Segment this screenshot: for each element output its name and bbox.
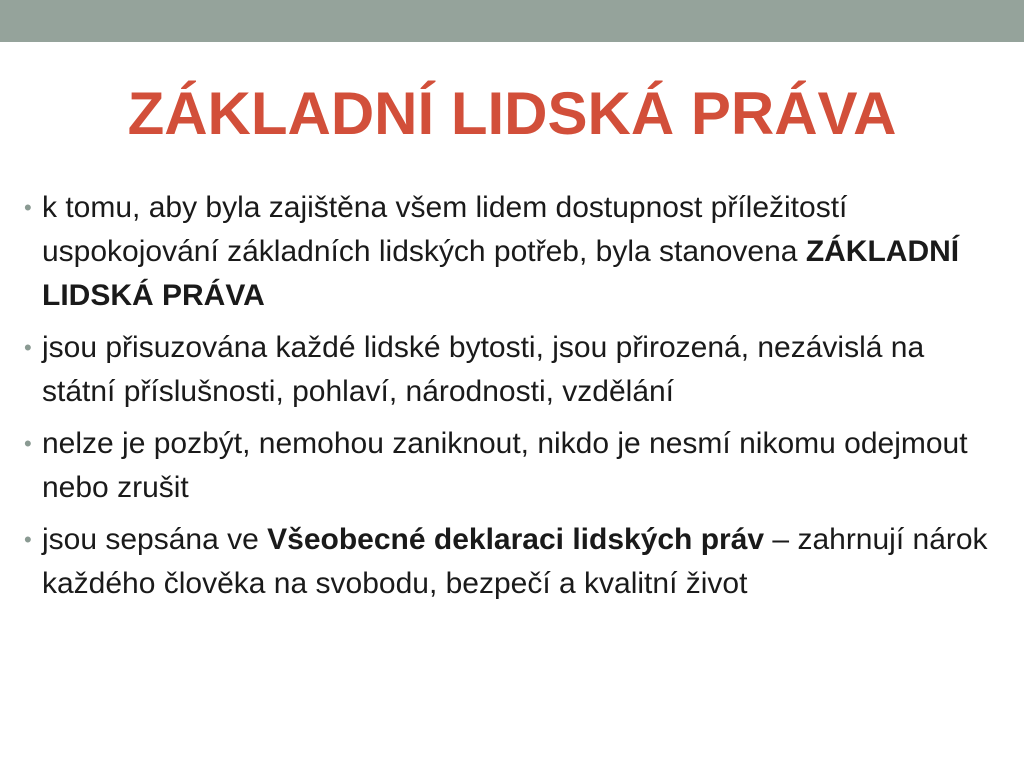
bullet-icon: • xyxy=(24,195,32,220)
bullet-text-plain: jsou sepsána ve xyxy=(42,523,268,556)
bullet-text xyxy=(42,331,924,408)
bullet-icon: • xyxy=(24,527,32,552)
bullet-text-bold: Všeobecné deklaraci lidských práv xyxy=(267,523,765,556)
bullet-icon: • xyxy=(24,431,32,456)
bullet-text-plain: jsou přisuzována každé lidské bytosti, jsou přirozená, nezávislá na státní příslušnosti, pohlaví, národnosti, vzdělání xyxy=(42,331,925,408)
top-accent-bar xyxy=(0,0,1024,42)
bullet-text xyxy=(42,427,968,504)
bullet-item-4 xyxy=(20,518,1000,606)
bullet-text-plain-after: – zahrnují nárok každého člověka na svobodu, bezpečí a kvalitní život xyxy=(42,523,988,600)
bullet-item-2 xyxy=(20,326,1000,414)
bullet-text xyxy=(42,191,959,312)
bullet-item-3 xyxy=(20,422,1000,510)
bullet-item-1 xyxy=(20,186,1000,318)
slide-title: ZÁKLADNÍ LIDSKÁ PRÁVA xyxy=(127,80,897,147)
bullet-text xyxy=(42,523,988,600)
bullet-icon: • xyxy=(24,335,32,360)
bullet-text-plain: nelze je pozbýt, nemohou zaniknout, nikdo je nesmí nikomu odejmout nebo zrušit xyxy=(42,427,968,504)
bullet-text-plain: k tomu, aby byla zajištěna všem lidem dostupnost příležitostí uspokojování základních lidských potřeb, byla stanovena xyxy=(42,191,848,268)
bullet-text-bold: ZÁKLADNÍ LIDSKÁ PRÁVA xyxy=(42,235,960,312)
bullet-list xyxy=(20,186,1000,614)
